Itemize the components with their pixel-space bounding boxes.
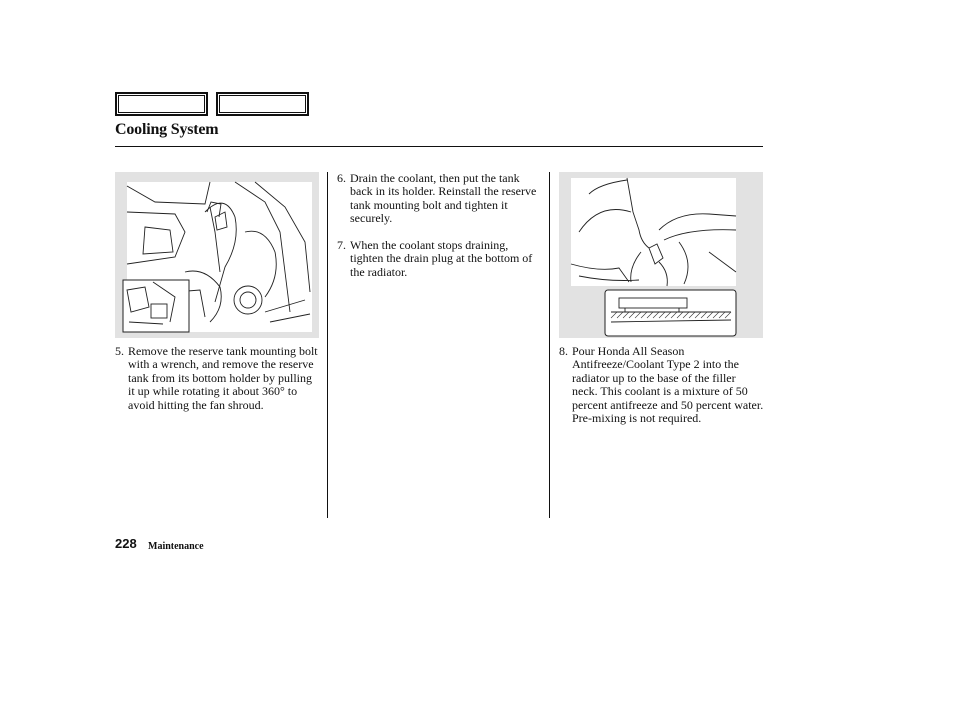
step-number: 8.: [559, 344, 568, 358]
step-number: 6.: [337, 171, 346, 185]
column-divider-2: [549, 172, 550, 518]
title-rule: [115, 146, 763, 147]
step-text: Drain the coolant, then put the tank back in its holder. Reinstall the reserve tank mounting bolt and tighten it securely.: [350, 171, 537, 226]
step-number: 7.: [337, 238, 346, 252]
step-text: Pour Honda All Season Antifreeze/Coolant Type 2 into the radiator up to the base of the filler neck. This coolant is a mixture of 50 percent antifreeze and 50 percent water. Pre-mixing is not required.: [572, 344, 764, 426]
page-number: 228: [115, 536, 137, 551]
pouring-coolant-illustration: [559, 172, 763, 338]
step-6: [337, 172, 542, 226]
step-number: 5.: [115, 344, 124, 358]
step-text: When the coolant stops draining, tighten the drain plug at the bottom of the radiator.: [350, 238, 533, 279]
page-title: Cooling System: [115, 121, 219, 138]
column-divider-1: [327, 172, 328, 518]
step-7: [337, 239, 542, 279]
header-tab-2: [216, 92, 309, 116]
step-text: Remove the reserve tank mounting bolt with a wrench, and remove the reserve tank from its bottom holder by pulling it up while rotating it about 360° to avoid hitting the fan shroud.: [128, 344, 318, 412]
step-8: [559, 345, 764, 425]
header-tab-1: [115, 92, 208, 116]
engine-bay-illustration: [115, 172, 319, 338]
step-5: [115, 345, 320, 412]
section-label: Maintenance: [148, 541, 204, 552]
